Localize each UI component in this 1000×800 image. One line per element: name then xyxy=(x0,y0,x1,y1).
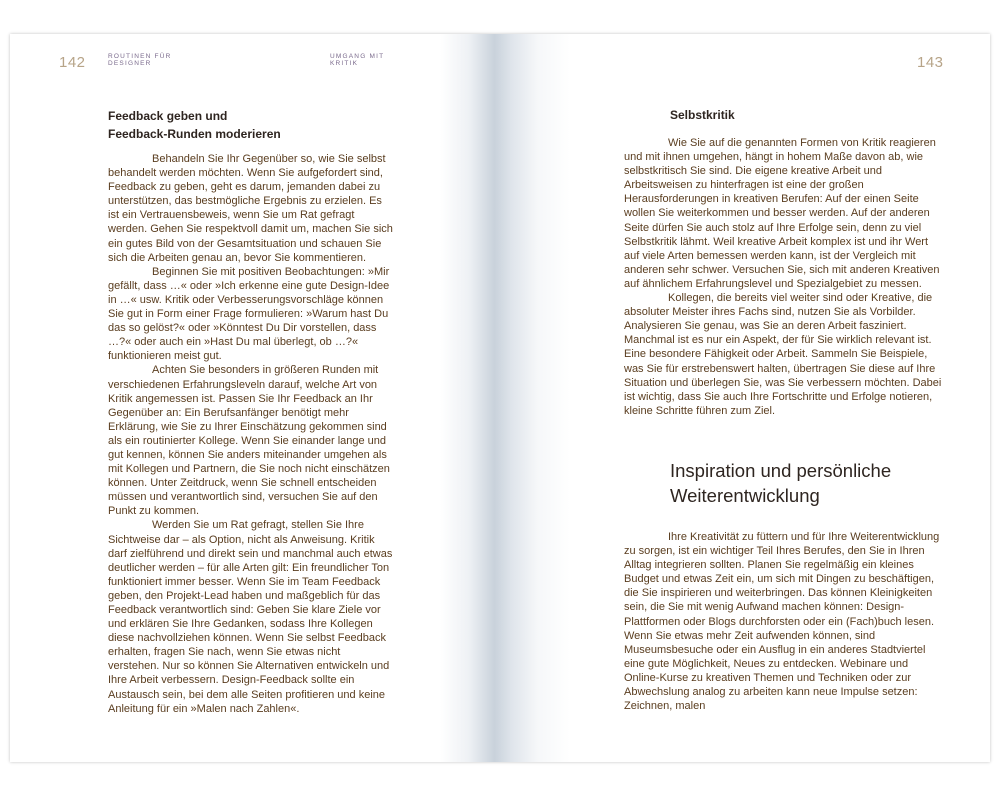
left-running-head xyxy=(108,53,172,67)
left-heading-line-1: Feedback geben und xyxy=(108,109,228,123)
left-running-head-line-1: ROUTINEN FÜR xyxy=(108,53,172,60)
left-paragraph-2: Beginnen Sie mit positiven Beobachtungen: »Mir gefällt, dass …« oder »Ich erkenne eine gute Design-Idee in …« usw. Kritik oder Verbesserungsvorschläge können Sie gut in Form einer Frage formulieren: »Warum hast Du das so gelöst?« oder »Könntest Du Dir vorstellen, dass …?« oder auch ein »Hast Du mal überlegt, ob …?« funktionieren meist gut. xyxy=(108,265,390,363)
right-body xyxy=(624,136,946,418)
left-page-number: 142 xyxy=(59,54,86,71)
section-title xyxy=(670,458,970,508)
right-heading: Selbstkritik xyxy=(670,108,735,122)
left-paragraph-1: Behandeln Sie Ihr Gegenüber so, wie Sie selbst behandelt werden möchten. Wenn Sie aufgefordert sind, Feedback zu geben, geht es darum, jemanden dabei zu unterstützen, das bestmögliche Ergebnis zu erzielen. Es ist ein Vertrauensbeweis, wenn Sie um Rat gefragt werden. Gehen Sie respektvoll damit um, machen Sie sich ein gutes Bild von der Gesamtsituation und schauen Sie sich die Arbeiten genau an, bevor Sie kommentieren. xyxy=(108,153,393,264)
left-paragraph-4: Werden Sie um Rat gefragt, stellen Sie Ihre Sichtweise dar – als Option, nicht als Anweisung. Kritik darf zielführend und direkt sein und manchmal auch etwas deutlicher werden – für alle Arten gilt: Ein freundlicher Ton funktioniert immer besser. Wenn Sie im Team Feedback geben, den Projekt-Lead haben und maßgeblich für das Feedback verantwortlich sind: Geben Sie klare Ziele vor und erklären Sie Ihre Gedanken, sodass Ihre Kollegen diese nachvollziehen können. Wenn Sie selbst Feedback erhalten, fragen Sie nach, wenn Sie etwas nicht verstehen. Nur so können Sie Alternativen entwickeln und Ihre Arbeit verbessern. Design-Feedback sollte ein Austausch sein, bei dem alle Seiten profitieren und keine Anleitung für ein »Malen nach Zahlen«. xyxy=(108,519,393,715)
right-paragraph-2: Kollegen, die bereits viel weiter sind oder Kreative, die absoluter Meister ihres Fachs sind, nutzen Sie als Vorbilder. Analysieren Sie genau, was Sie an deren Arbeit fasziniert. Manchmal ist es nur ein Aspekt, der für Sie wirklich relevant ist. Eine besondere Fähigkeit oder Arbeit. Sammeln Sie Beispiele, was Sie für erstrebenswert halten, übertragen Sie diese auf Ihre Situation und überlegen Sie, was Sie verbessern möchten. Dabei ist wichtig, dass Sie auch Ihre Fortschritte und Erfolge notieren, kleine Schritte führen zum Ziel. xyxy=(624,292,942,417)
section-paragraph-1: Ihre Kreativität zu füttern und für Ihre Weiterentwicklung zu sorgen, ist ein wichtiger Teil Ihres Berufes, den Sie in Ihren Alltag integrieren sollten. Planen Sie regelmäßig ein kleines Budget und etwas Zeit ein, um sich mit Dingen zu beschäftigen, die Sie inspirieren und weiterbringen. Das können Kleinigkeiten sein, die Sie mit wenig Aufwand machen können: Design-Plattformen oder Blogs durchforsten oder ein (Fach)buch lesen. Wenn Sie etwas mehr Zeit aufwenden können, sind Museumsbesuche oder ein Ausflug in ein anderes Stadtviertel eine gute Möglichkeit, Neues zu entdecken. Webinare und Online-Kurse zu kreativen Themen und Techniken oder zur Abwechslung analog zu arbeiten kann neue Impulse setzen: Zeichnen, malen xyxy=(624,531,940,713)
left-heading-line-2: Feedback-Runden moderieren xyxy=(108,127,281,141)
right-running-head-line-2: KRITIK xyxy=(330,60,359,67)
right-page-number: 143 xyxy=(917,54,944,71)
right-paragraph-1: Wie Sie auf die genannten Formen von Kritik reagieren und mit ihnen umgehen, hängt in hohem Maße davon ab, wie selbstkritisch Sie sind. Die eigene kreative Arbeit und Arbeitsweisen zu hinterfragen ist eine der großen Herausforderungen in kreativen Berufen: Auf der einen Seite wollen Sie weiterkommen und besser werden. Auf der anderen Seite dürfen Sie auch stolz auf Ihre Erfolge sein, denn zu viel Selbstkritik lähmt. Weil kreative Arbeit komplex ist und ihr Wert auf viele Arten bemessen werden kann, ist der Vergleich mit anderen sehr schwer. Versuchen Sie, sich mit anderen Kreativen auf ähnlichem Erfahrungslevel und Spezialgebiet zu messen. xyxy=(624,137,940,290)
left-body xyxy=(108,152,394,716)
right-running-head-line-1: UMGANG MIT xyxy=(330,53,385,60)
left-paragraph-3: Achten Sie besonders in größeren Runden mit verschiedenen Erfahrungsleveln darauf, welche Art von Kritik angemessen ist. Passen Sie Ihr Feedback an Ihr Gegenüber an: Ein Berufsanfänger benötigt mehr Erklärung, wie Sie zu Ihrer Einschätzung gekommen sind als ein routinierter Kollege. Wenn Sie einander lange und gut kennen, können Sie anders miteinander umgehen als mit Kollegen und Partnern, die Sie noch nicht einschätzen können. Unter Zeitdruck, wenn Sie schnell entscheiden müssen und verantwortlich sind, versuchen Sie auf den Punkt zu kommen. xyxy=(108,364,390,518)
section-title-line-1: Inspiration und persönliche xyxy=(670,460,892,481)
book-gutter-shadow xyxy=(440,34,570,762)
right-running-head xyxy=(330,53,384,67)
left-running-head-line-2: DESIGNER xyxy=(108,60,152,67)
section-title-line-2: Weiterentwicklung xyxy=(670,485,820,506)
section-body xyxy=(624,530,946,713)
book-spread xyxy=(10,34,990,762)
left-heading xyxy=(108,107,281,143)
